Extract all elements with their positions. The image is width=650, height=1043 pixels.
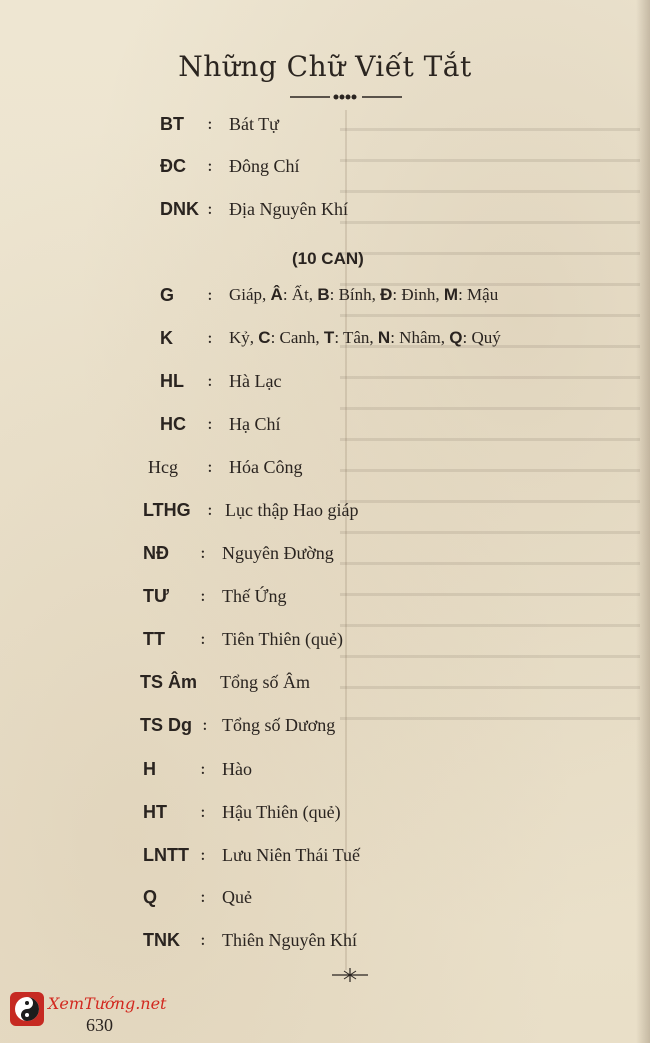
entry-abbr: TS Âm — [140, 672, 198, 692]
entry-colon: : — [207, 414, 213, 434]
can-key: M — [443, 285, 459, 304]
can-key: T — [323, 328, 335, 347]
entry-colon: : — [200, 802, 206, 822]
entry-abbr: TT — [143, 629, 165, 649]
entry-meaning: Hạ Chí — [229, 414, 281, 434]
entry-abbr: BT — [160, 114, 184, 134]
entry-colon: : — [200, 759, 206, 779]
page-number: 630 — [86, 1015, 113, 1035]
entry-colon: : — [207, 457, 213, 477]
ten-can-heading: (10 CAN) — [292, 249, 364, 268]
entry-abbr: DNK — [160, 199, 199, 219]
entry-abbr: NĐ — [143, 543, 169, 563]
entry-meaning: Hà Lạc — [229, 371, 282, 391]
can-key: B — [317, 285, 330, 304]
title-ornament-icon — [290, 92, 402, 102]
entry-meaning: Bát Tự — [229, 114, 279, 134]
entry-abbr: LTHG — [143, 500, 191, 520]
yin-yang-icon — [10, 992, 44, 1026]
entry-colon: : — [207, 285, 213, 305]
can-text: Giáp, — [229, 285, 267, 304]
page-fold — [345, 110, 347, 970]
can-text: : Tân, — [334, 328, 374, 347]
end-ornament-icon — [330, 966, 370, 984]
entry-abbr: ĐC — [160, 156, 186, 176]
entry-meaning: Hào — [222, 759, 252, 779]
entry-abbr: HT — [143, 802, 167, 822]
can-key: C — [258, 328, 271, 347]
entry-colon: : — [200, 887, 206, 907]
entry-meaning: Lưu Niên Thái Tuế — [222, 845, 360, 865]
can-key: Đ — [380, 285, 393, 304]
entry-abbr: TNK — [143, 930, 180, 950]
can-key: Â — [270, 285, 283, 304]
page-edge-shadow — [636, 0, 650, 1043]
entry-abbr: LNTT — [143, 845, 189, 865]
entry-colon: : — [207, 114, 213, 134]
entry-meaning: Thiên Nguyên Khí — [222, 930, 357, 950]
page-title: Những Chữ Viết Tắt — [178, 50, 472, 83]
can-text: : Canh, — [270, 328, 320, 347]
entry-meaning: Tiên Thiên (quẻ) — [222, 629, 343, 649]
entry-meaning: Lục thập Hao giáp — [225, 500, 359, 520]
entry-abbr: Hcg — [148, 457, 178, 477]
can-text: : Đinh, — [392, 285, 440, 304]
can-list-g — [229, 285, 498, 305]
entry-colon: : — [200, 930, 206, 950]
entry-colon: : — [200, 629, 206, 649]
entry-colon: : — [202, 715, 208, 735]
entry-abbr: HC — [160, 414, 186, 434]
entry-meaning: Đông Chí — [229, 156, 300, 176]
entry-colon: : — [207, 371, 213, 391]
entry-abbr: TƯ — [143, 586, 169, 606]
entry-meaning: Địa Nguyên Khí — [229, 199, 348, 219]
can-text: : Nhâm, — [390, 328, 445, 347]
can-text: : Quý — [462, 328, 501, 347]
can-text: : Ất, — [282, 285, 314, 304]
entry-meaning: Thế Ứng — [222, 586, 287, 606]
entry-meaning: Hậu Thiên (quẻ) — [222, 802, 341, 822]
entry-meaning: Tổng số Dương — [222, 715, 336, 735]
entry-colon: : — [200, 845, 206, 865]
can-list-k — [229, 328, 501, 348]
entry-colon: : — [207, 156, 213, 176]
entry-meaning: Nguyên Đường — [222, 543, 334, 563]
entry-colon: : — [200, 543, 206, 563]
logo-text: XemTướng.net — [48, 994, 167, 1013]
can-key: N — [377, 328, 391, 347]
entry-abbr: TS Dg — [140, 715, 192, 735]
entry-meaning: Quẻ — [222, 887, 252, 907]
can-key: Q — [449, 328, 463, 347]
entry-abbr: HL — [160, 371, 184, 391]
entry-colon: : — [207, 199, 213, 219]
can-text: : Mậu — [458, 285, 499, 304]
entry-colon: : — [200, 586, 206, 606]
entry-meaning: Tổng số Âm — [220, 672, 310, 692]
entry-abbr: H — [143, 759, 156, 779]
entry-colon: : — [207, 500, 213, 520]
entry-colon: : — [207, 328, 213, 348]
entry-abbr: K — [160, 328, 173, 348]
entry-abbr: G — [160, 285, 175, 305]
can-text: Kỷ, — [229, 328, 255, 347]
can-text: : Bính, — [329, 285, 376, 304]
entry-abbr: Q — [143, 887, 158, 907]
bleed-through-text — [340, 100, 640, 960]
entry-meaning: Hóa Công — [229, 457, 303, 477]
